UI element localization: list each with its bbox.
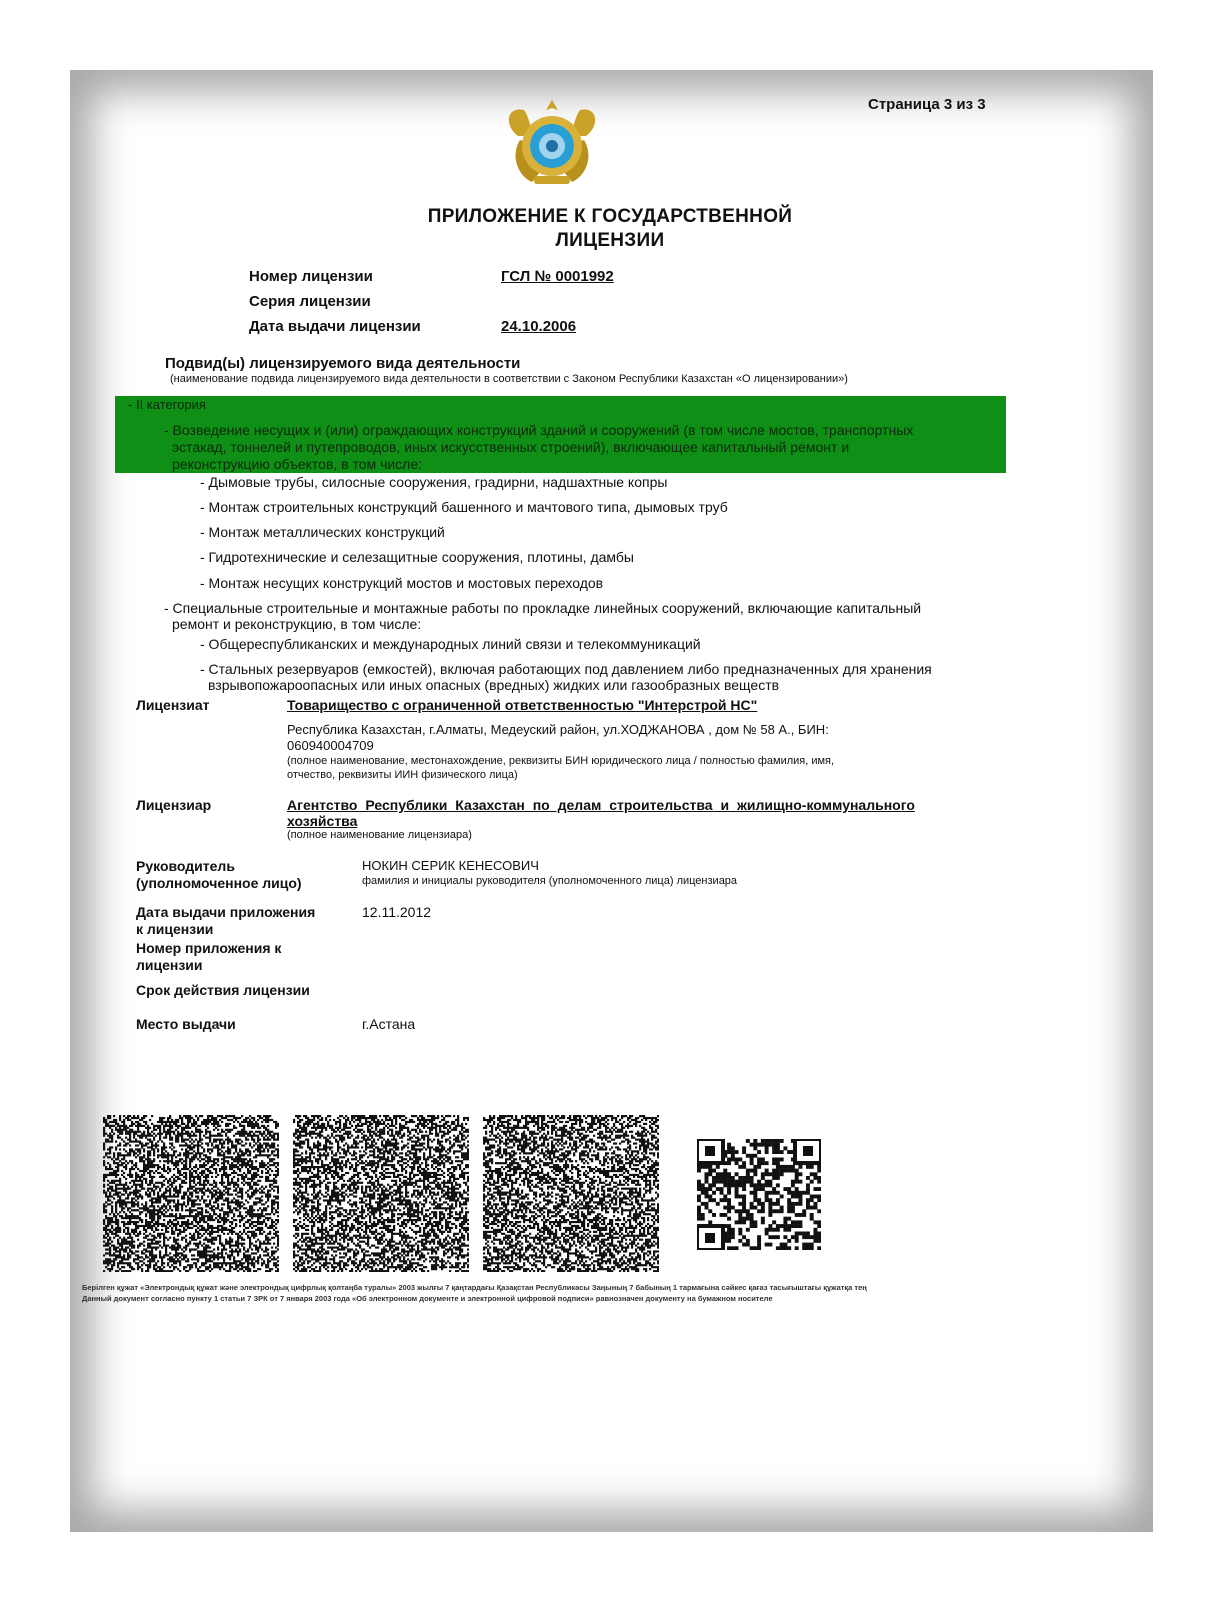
licensee-note: (полное наименование, местонахождение, реквизиты БИН юридического лица / полностью фамилия, имя, — [287, 755, 835, 767]
subtype-item-2-sub: - Общереспубликанских и международных линий связи и телекоммуникаций — [200, 636, 701, 652]
license-date-label: Дата выдачи лицензии — [249, 318, 421, 335]
licensee-name: Товарищество с ограниченной ответственностью "Интерстрой НС" — [287, 697, 758, 713]
licensee-address-cont: 060940004709 — [287, 738, 374, 753]
head-note: фамилия и инициалы руководителя (уполномоченного лица) лицензиара — [362, 875, 738, 887]
datamatrix-code — [103, 1115, 279, 1272]
licensee-note-cont: отчество, реквизиты ИИН физического лица) — [287, 769, 518, 781]
subtype-item-1: - Возведение несущих и (или) ограждающих конструкций зданий и сооружений (в том числе мостов, транспортных — [164, 422, 914, 438]
license-number-value: ГСЛ № 0001992 — [501, 268, 614, 285]
licensor-name-cont: хозяйства — [287, 813, 358, 829]
subtypes-note: (наименование подвида лицензируемого вида деятельности в соответствии с Законом Республики Казахстан «О лицензировании») — [170, 373, 848, 385]
document-title: ПРИЛОЖЕНИЕ К ГОСУДАРСТВЕННОЙ ЛИЦЕНЗИИ — [427, 206, 793, 251]
licensor-note: (полное наименование лицензиара) — [287, 829, 472, 841]
subtype-item-2-sub-cont: взрывопожароопасных или иных опасных (вредных) жидких или газообразных веществ — [208, 677, 780, 693]
page-indicator: Страница 3 из 3 — [868, 96, 986, 113]
subtype-item-2-cont: ремонт и реконструкцию, в том числе: — [172, 616, 422, 632]
license-series-label: Серия лицензии — [249, 293, 371, 310]
state-emblem-icon — [500, 96, 604, 192]
footer-kz: Берілген құжат «Электрондық құжат және электрондық цифрлық қолтаңба туралы» 2003 жылғы 7 қаңтардағы Қазақстан Республикасы Заңының 7 бабының 1 тармағына сәйкес қағаз тасығыштағы құжатқа тең — [82, 1283, 867, 1292]
licensee-address: Республика Казахстан, г.Алматы, Медеуский район, ул.ХОДЖАНОВА , дом № 58 А., БИН: — [287, 722, 829, 737]
subtype-item-1-cont: реконструкцию объектов, в том числе: — [172, 456, 423, 472]
subtype-item-1-sub: - Гидротехнические и селезащитные сооружения, плотины, дамбы — [200, 549, 634, 565]
license-date-value: 24.10.2006 — [501, 318, 577, 335]
place-value: г.Астана — [362, 1016, 416, 1032]
subtype-item-2: - Специальные строительные и монтажные работы по прокладке линейных сооружений, включающие капитальный — [164, 600, 922, 616]
appendix-date-value: 12.11.2012 — [362, 904, 432, 920]
head-value: НОКИН СЕРИК КЕНЕСОВИЧ — [362, 858, 539, 873]
head-label: Руководитель (уполномоченное лицо) — [136, 858, 302, 891]
subtypes-heading: Подвид(ы) лицензируемого вида деятельности — [165, 355, 521, 372]
license-number-label: Номер лицензии — [249, 268, 373, 285]
appendix-number-label: Номер приложения к лицензии — [136, 940, 282, 973]
subtype-item-1-sub: - Дымовые трубы, силосные сооружения, градирни, надшахтные копры — [200, 474, 668, 490]
place-label: Место выдачи — [136, 1016, 236, 1032]
datamatrix-code — [293, 1115, 469, 1272]
subtype-item-1-cont: эстакад, тоннелей и путепроводов, иных искусственных строений), включающее капитальный ремонт и — [172, 439, 850, 455]
datamatrix-code — [483, 1115, 659, 1272]
validity-label: Срок действия лицензии — [136, 982, 310, 998]
qr-code — [697, 1139, 821, 1250]
appendix-date-label: Дата выдачи приложения к лицензии — [136, 904, 316, 937]
subtype-item-2-sub: - Стальных резервуаров (емкостей), включая работающих под давлением либо предназначенных для хранения — [200, 661, 932, 677]
subtype-item-1-sub: - Монтаж металлических конструкций — [200, 524, 445, 540]
subtype-item-1-sub: - Монтаж строительных конструкций башенного и мачтового типа, дымовых труб — [200, 499, 728, 515]
licensor-name: Агентство Республики Казахстан по делам строительства и жилищно-коммунального — [287, 797, 915, 813]
licensee-label: Лицензиат — [136, 697, 210, 713]
category-label: - II категория — [128, 397, 206, 412]
licensor-label: Лицензиар — [136, 797, 212, 813]
subtype-item-1-sub: - Монтаж несущих конструкций мостов и мостовых переходов — [200, 575, 604, 591]
footer-ru: Данный документ согласно пункту 1 статьи 7 ЗРК от 7 января 2003 года «Об электронном документе и электронной цифровой подписи» равнозначен документу на бумажном носителе — [82, 1294, 773, 1303]
